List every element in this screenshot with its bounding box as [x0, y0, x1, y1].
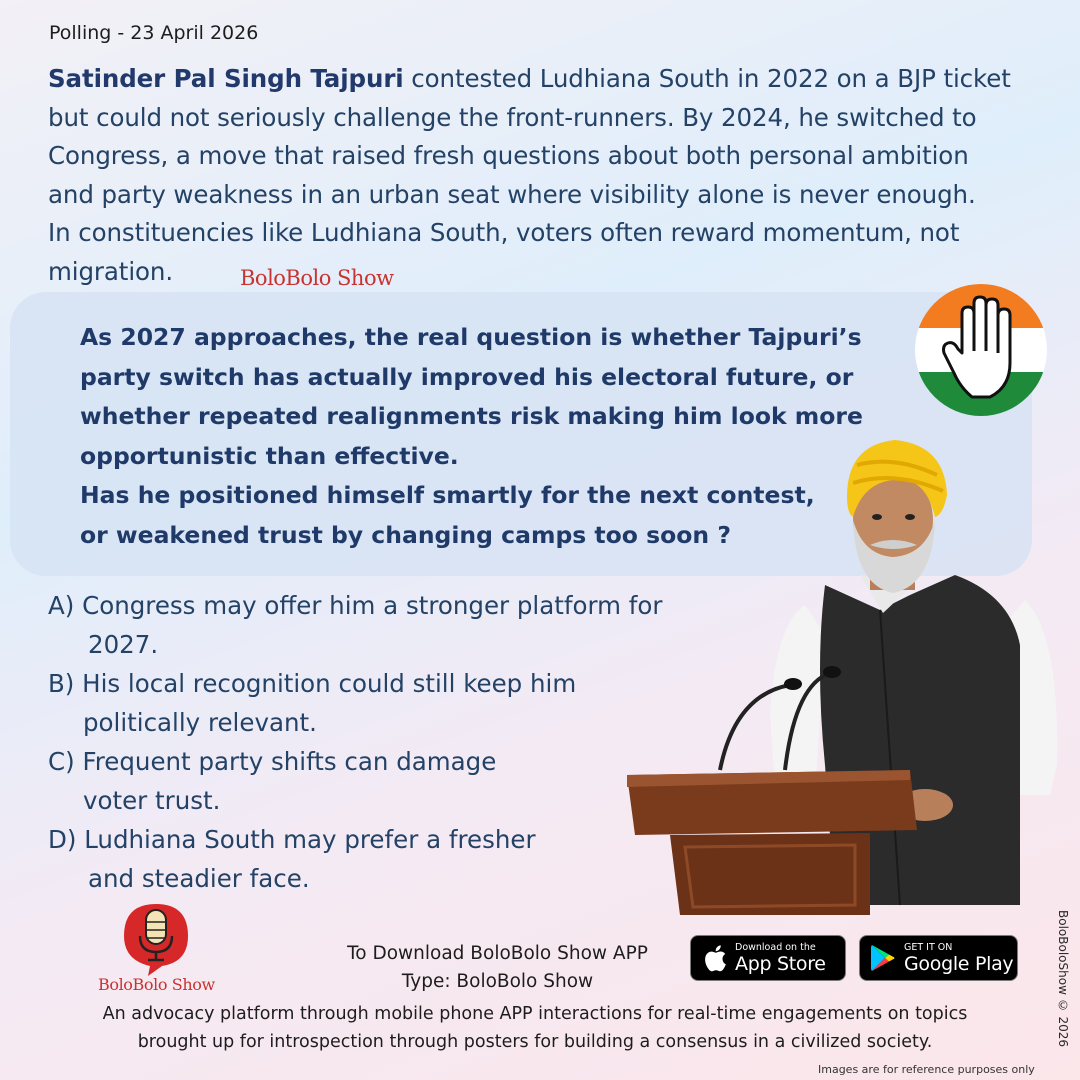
tagline-line: brought up for introspection through posters for building a consensus in a civilized society.: [137, 1032, 933, 1052]
question-line: As 2027 approaches, the real question is whether Tajpuri’s: [80, 323, 862, 351]
intro-paragraph: [48, 60, 1068, 291]
download-line: To Download BoloBolo Show APP: [347, 943, 648, 964]
image-disclaimer: Images are for reference purposes only: [818, 1063, 1035, 1076]
question-line: Has he positioned himself smartly for the next contest,: [80, 481, 815, 509]
tagline-line: An advocacy platform through mobile phone APP interactions for real-time engagements on topics: [102, 1004, 968, 1024]
option-b[interactable]: [48, 664, 662, 742]
question-line: whether repeated realignments risk making him look more: [80, 402, 863, 430]
candidate-name: Satinder Pal Singh Tajpuri: [48, 64, 404, 93]
app-store-button[interactable]: [690, 935, 846, 981]
intro-line: Congress, a move that raised fresh questions about both personal ambition: [48, 141, 969, 170]
google-play-icon: [870, 944, 896, 972]
google-play-small-label: GET IT ON: [904, 941, 953, 953]
polling-date: Polling - 23 April 2026: [49, 22, 259, 44]
question-line: opportunistic than effective.: [80, 441, 459, 470]
copyright-notice: BoloBoloShow © 2026: [1056, 910, 1070, 1048]
intro-line: contested Ludhiana South in 2022 on a BJP ticket: [403, 64, 1011, 93]
app-store-small-label: Download on the: [735, 941, 816, 953]
platform-tagline: [10, 1000, 1060, 1056]
bolobolo-microphone-logo-icon: [118, 900, 194, 978]
question-line: or weakened trust by changing camps too soon ?: [80, 520, 731, 549]
option-text: D) Ludhiana South may prefer a fresher: [48, 825, 536, 854]
download-line: Type: BoloBolo Show: [401, 971, 594, 992]
answer-options: [48, 586, 662, 898]
option-text: C) Frequent party shifts can damage: [48, 747, 497, 776]
download-instructions: [300, 940, 695, 996]
google-play-label: Google Play: [904, 952, 1014, 975]
candidate-at-podium-image: [625, 435, 1070, 915]
option-text: politically relevant.: [83, 708, 317, 737]
brand-watermark: BoloBolo Show: [240, 266, 394, 290]
option-text: voter trust.: [83, 786, 221, 815]
option-text: A) Congress may offer him a stronger platform for: [48, 591, 663, 620]
question-line: party switch has actually improved his electoral future, or: [80, 362, 854, 391]
google-play-button[interactable]: [859, 935, 1018, 981]
option-d[interactable]: [48, 820, 662, 898]
party-hand-logo-icon: [914, 283, 1048, 417]
option-c[interactable]: [48, 742, 662, 820]
intro-line: but could not seriously challenge the front-runners. By 2024, he switched to: [48, 102, 977, 132]
intro-line: and party weakness in an urban seat where visibility alone is never enough.: [48, 179, 976, 209]
apple-icon: [703, 944, 727, 972]
option-text: and steadier face.: [88, 864, 310, 893]
option-text: B) His local recognition could still keep him: [48, 669, 577, 698]
option-a[interactable]: [48, 586, 662, 664]
intro-line: migration.: [48, 256, 174, 286]
option-text: 2027.: [88, 630, 159, 659]
intro-line: In constituencies like Ludhiana South, voters often reward momentum, not: [48, 218, 960, 247]
brand-name: BoloBolo Show: [98, 975, 215, 994]
app-store-label: App Store: [735, 952, 826, 975]
